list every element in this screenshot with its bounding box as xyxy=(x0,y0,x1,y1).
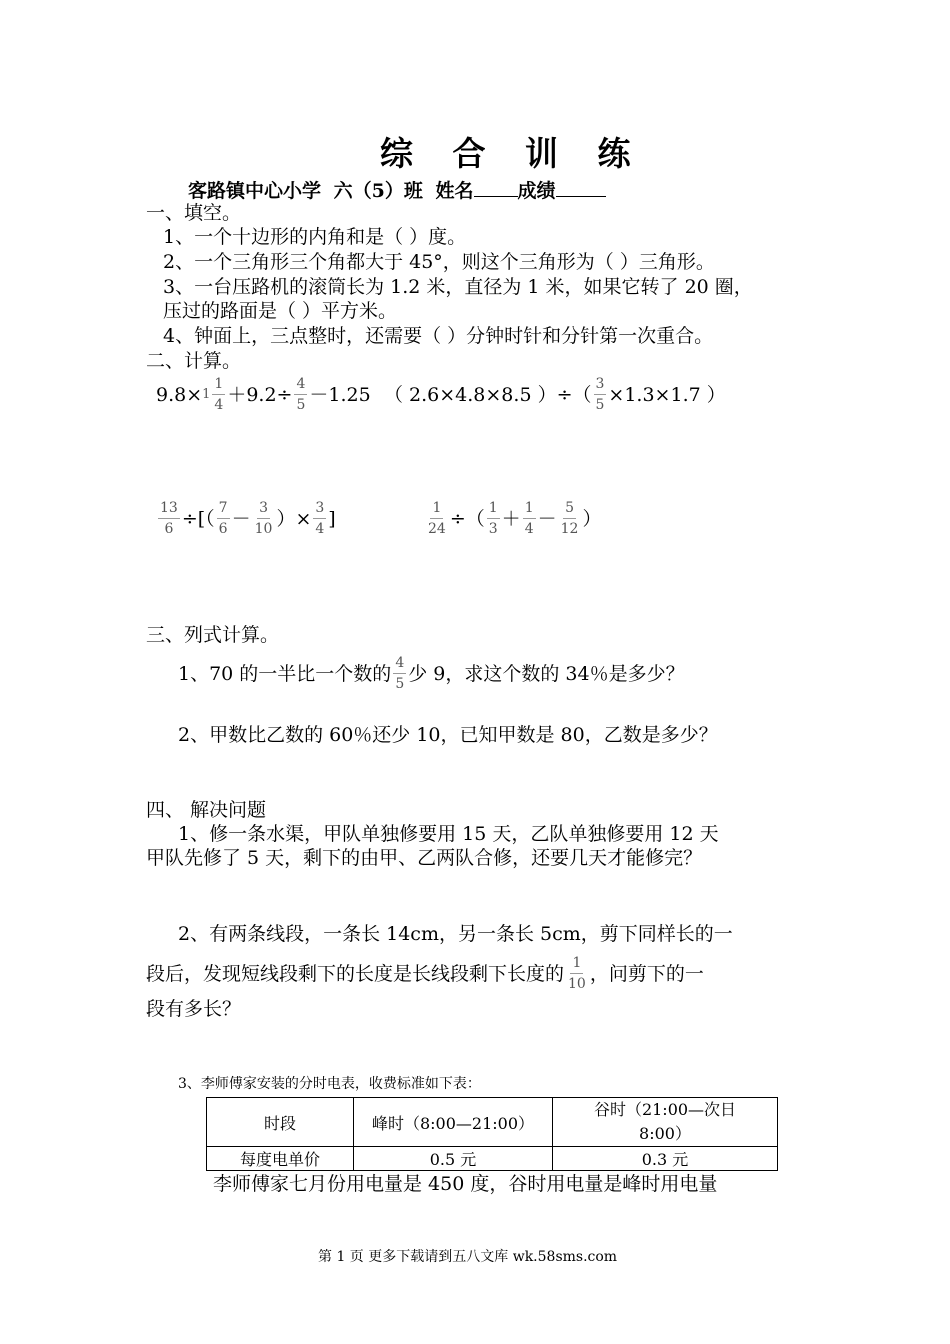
section4-q1-line1: 1、修一条水渠，甲队单独修要用 15 天，乙队单独修要用 12 天 xyxy=(178,823,719,845)
section3-q1 xyxy=(178,655,685,692)
section1-q3-line1: 3、一台压路机的滚筒长为 1.2 米，直径为 1 米，如果它转了 20 圈， xyxy=(163,276,753,298)
section3-heading: 三、列式计算。 xyxy=(146,624,280,646)
table-header-cell xyxy=(553,1098,778,1147)
expr4-part-d: ） xyxy=(582,507,602,530)
expr2-fraction: $\frac{3}{5}$ xyxy=(595,376,605,413)
section4-q2-line1: 2、有两条线段，一条长 14cm，另一条长 5cm，剪下同样长的一 xyxy=(178,923,733,945)
section3-q1-part-a: 1、70 的一半比一个数的 xyxy=(178,662,392,685)
expr1-fraction-1: $\frac{1}{4}$ xyxy=(214,376,224,413)
score-blank[interactable] xyxy=(556,178,606,197)
name-label: 姓名 xyxy=(435,180,474,202)
calc-expression-3 xyxy=(156,500,336,537)
section4-q2-line2 xyxy=(146,955,704,992)
expr3-part-d: ] xyxy=(328,507,336,530)
school-name: 客路镇中心小学 xyxy=(188,180,322,202)
table-header-cell: 时段 xyxy=(207,1098,354,1147)
calc-expression-1 xyxy=(156,376,371,413)
section4-q2-line2-a: 段后，发现短线段剩下的长度是长线段剩下长度的 xyxy=(146,962,565,985)
expr3-fraction-1: $\frac{13}{6}$ xyxy=(160,500,178,537)
section3-q1-fraction: $\frac{4}{5}$ xyxy=(395,655,405,692)
section4-q3-intro: 3、李师傅家安装的分时电表，收费标准如下表： xyxy=(178,1076,481,1092)
table-cell: 0.5 元 xyxy=(354,1147,553,1171)
expr1-fraction-2: $\frac{4}{5}$ xyxy=(296,376,306,413)
valley-header-line1: 谷时（21:00—次日 xyxy=(593,1100,737,1119)
expr3-fraction-3: $\frac{3}{10}$ xyxy=(254,500,273,537)
expr3-fraction-4: $\frac{3}{4}$ xyxy=(315,500,325,537)
section1-q2: 2、一个三角形三个角都大于 45°，则这个三角形为（ ）三角形。 xyxy=(163,251,715,273)
expr4-fraction-1: $\frac{1}{24}$ xyxy=(428,500,446,537)
table-header-cell: 峰时（8:00—21:00） xyxy=(354,1098,553,1147)
expr2-part-a: （ 2.6×4.8×8.5 ）÷（ xyxy=(384,383,592,406)
expr4-fraction-3: $\frac{1}{4}$ xyxy=(524,500,534,537)
expr3-part-c: ）× xyxy=(276,507,312,530)
page-footer: 第 1 页 更多下载请到五八文库 wk.58sms.com xyxy=(318,1249,618,1265)
section2-heading: 二、计算。 xyxy=(146,350,242,372)
section4-q2-fraction: $\frac{1}{10}$ xyxy=(568,955,586,992)
valley-header-line2: 8:00） xyxy=(639,1124,691,1143)
expr1-mixed-whole: 1 xyxy=(202,386,211,402)
expr1-part-b: ＋9.2÷ xyxy=(227,383,293,406)
expr1-part-a: 9.8× xyxy=(156,383,203,406)
table-cell: 0.3 元 xyxy=(553,1147,778,1171)
section4-q2-line3: 段有多长？ xyxy=(146,998,242,1020)
expr4-part-b: ＋ xyxy=(501,507,521,530)
page-title: 综 合 训 练 xyxy=(380,134,645,173)
expr1-part-c: －1.25 xyxy=(309,383,371,406)
section1-q1: 1、一个十边形的内角和是（ ）度。 xyxy=(163,226,467,248)
expr3-part-b: － xyxy=(231,507,251,530)
calc-expression-2 xyxy=(384,376,726,413)
section4-q1-line2: 甲队先修了 5 天，剩下的由甲、乙两队合修，还要几天才能修完？ xyxy=(146,847,703,869)
expr3-fraction-2: $\frac{7}{6}$ xyxy=(218,500,228,537)
section4-q3-text: 李师傅家七月份用电量是 450 度，谷时用电量是峰时用电量 xyxy=(213,1173,718,1195)
class-name: 六（5）班 xyxy=(333,180,423,202)
subtitle xyxy=(188,176,606,203)
section3-q1-part-b: 少 9，求这个数的 34％是多少？ xyxy=(408,662,685,685)
section1-heading: 一、填空。 xyxy=(146,202,242,224)
expr3-part-a: ÷[（ xyxy=(181,507,215,530)
table-row xyxy=(207,1147,778,1171)
section4-q2-line2-b: ，问剪下的一 xyxy=(589,962,704,985)
fee-table xyxy=(206,1097,778,1171)
expr4-fraction-2: $\frac{1}{3}$ xyxy=(488,500,498,537)
table-row xyxy=(207,1098,778,1147)
score-label: 成绩 xyxy=(517,180,556,202)
expr2-part-b: ×1.3×1.7 ） xyxy=(608,383,726,406)
calc-expression-4 xyxy=(424,500,601,537)
section4-heading: 四、 解决问题 xyxy=(146,799,267,821)
section1-q3-line2: 压过的路面是（ ）平方米。 xyxy=(163,300,398,322)
expr4-part-c: － xyxy=(537,507,557,530)
name-blank[interactable] xyxy=(474,178,518,197)
table-cell: 每度电单价 xyxy=(207,1147,354,1171)
section1-q4: 4、钟面上，三点整时，还需要（ ）分钟时针和分针第一次重合。 xyxy=(163,325,714,347)
expr4-fraction-4: $\frac{5}{12}$ xyxy=(560,500,579,537)
expr4-part-a: ÷（ xyxy=(449,507,485,530)
section3-q2: 2、甲数比乙数的 60％还少 10，已知甲数是 80，乙数是多少？ xyxy=(178,724,718,746)
